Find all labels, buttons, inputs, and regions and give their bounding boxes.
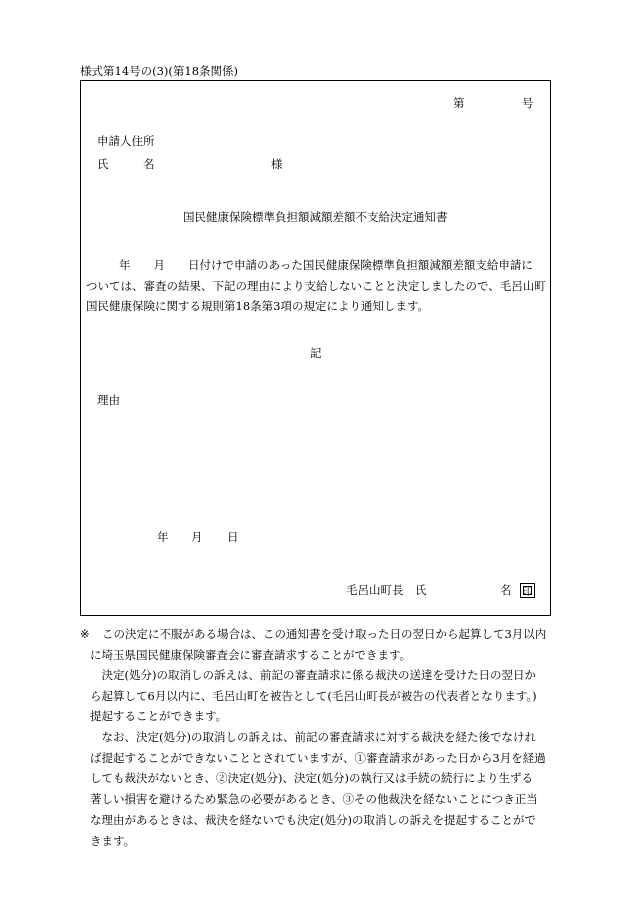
notice-body xyxy=(86,255,566,317)
note-line: しても裁決がないとき、②決定(処分)、決定(処分)の執行又は手続の続行により生ずる xyxy=(90,771,533,786)
form-number-label: 様式第14号の(3)(第18条関係) xyxy=(80,64,239,78)
document-number-prefix: 第 xyxy=(453,96,465,110)
note-line: ば提起することができないこととされていますが、①審査請求があった日から3月を経過 xyxy=(90,750,546,765)
reason-label: 理由 xyxy=(97,393,120,407)
note-paragraph-3 xyxy=(80,727,570,851)
date-day-label: 日 xyxy=(227,530,239,544)
applicant-name-label-second: 名 xyxy=(143,157,155,171)
applicant-name-label-first: 氏 xyxy=(97,157,109,171)
applicant-honorific: 様 xyxy=(271,157,283,171)
note-line: ら起算して6月以内に、毛呂山町を被告として(毛呂山町長が被告の代表者となります。) xyxy=(90,688,537,703)
date-year-label: 年 xyxy=(157,530,169,544)
note-paragraph-1 xyxy=(80,624,570,665)
note-line: 決定(処分)の取消しの訴えは、前記の審査請求に係る裁決の送達を受けた日の翌日か xyxy=(90,668,536,682)
note-line: に埼玉県国民健康保険審査会に審査請求することができます。 xyxy=(90,647,412,662)
applicant-address-label: 申請人住所 xyxy=(97,134,155,148)
issuer-name-char: 名 xyxy=(500,583,512,597)
note-line: この決定に不服がある場合は、この通知書を受け取った日の翌日から起算して3月以内 xyxy=(102,627,547,641)
note-paragraph-2 xyxy=(80,665,570,727)
note-mark: ※ xyxy=(80,627,90,641)
note-line: な理由があるときは、裁決を経ないでも決定(処分)の取消しの訴えを提起することがで xyxy=(90,812,536,827)
notice-body-line: 国民健康保険に関する規則第18条第3項の規定により通知します。 xyxy=(86,299,430,314)
issuer-title: 毛呂山町長 氏 xyxy=(346,583,427,597)
note-line: 提起することができます。 xyxy=(90,709,228,724)
date-month-label: 月 xyxy=(191,530,203,544)
note-line: 著しい損害を避けるため緊急の必要があるとき、③その他裁決を経ないことにつき正当 xyxy=(90,792,538,807)
note-line: なお、決定(処分)の取消しの訴えは、前記の審査請求に対する裁決を経た後でなけれ xyxy=(90,730,536,744)
seal-char: 印 xyxy=(522,587,533,598)
seal-mark xyxy=(520,583,535,598)
note-line: きます。 xyxy=(90,833,136,848)
ki-heading: 記 xyxy=(310,346,322,360)
document-number-suffix: 号 xyxy=(522,96,534,110)
document-title: 国民健康保険標準負担額減額差額不支給決定通知書 xyxy=(183,210,448,224)
notice-body-line: 年 月 日付けで申請のあった国民健康保険標準負担額減額差額支給申請に xyxy=(96,258,533,272)
notice-body-line: ついては、審査の結果、下記の理由により支給しないことと決定しましたので、毛呂山町 xyxy=(86,278,546,293)
